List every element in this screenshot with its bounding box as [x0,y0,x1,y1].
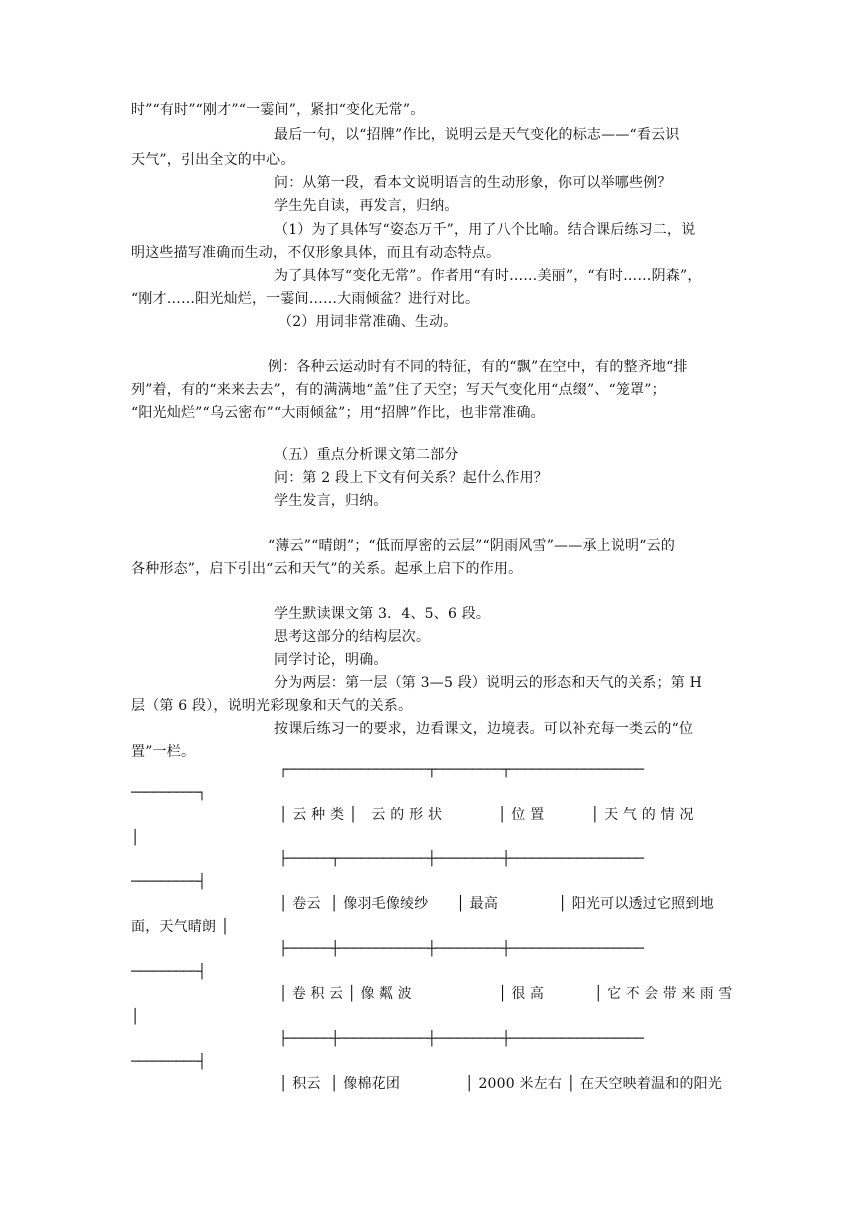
table-border-line: ├──────┬────────────┼─────────┼────────────────── [279,851,644,867]
text-line: 问：从第一段，看本文说明语言的生动形象，你可以举哪些例？ [274,175,672,191]
text-line: “刚才……阳光灿烂，一霎间……大雨倾盆？进行对比。 [131,291,480,307]
text-line: （2）用词非常准确、生动。 [278,314,458,330]
text-line: 学生默读课文第 3．4、5、6 段。 [274,606,491,622]
text-line: 思考这部分的结构层次。 [274,629,431,645]
table-row: │ 积云 │ 像棉花团 │ 2000 米左右 │ 在天空映着温和的阳光 [279,1076,723,1092]
text-line: 时”“有时”“刚才”“一霎间”，紧扣“变化无常”。 [131,102,425,118]
table-border-line: ─────────┤ [131,1054,206,1070]
text-line: 最后一句，以“招牌”作比，说明云是天气变化的标志——“看云识 [274,127,680,143]
table-row: 面，天气晴朗 │ [131,919,230,935]
table-border-line: ├──────┼────────────┼─────────┼────────────────── [279,941,644,957]
text-line: 层（第 6 段），说明光彩现象和天气的关系。 [131,698,413,714]
text-line: 按课后练习一的要求，边看课文，边境表。可以补充每一类云的“位 [274,721,694,737]
table-border-line: ─────────┐ [131,785,206,801]
text-line: “薄云”“晴朗”；“低而厚密的云层”“阴雨风雪”——承上说明“云的 [268,538,676,554]
table-border-line: ├──────┼────────────┼─────────┼────────────────── [279,1031,644,1047]
text-line: 学生发言，归纳。 [274,493,388,509]
text-line: （五）重点分析课文第二部分 [274,447,459,463]
text-line: 学生先自读，再发言，归纳。 [274,198,459,214]
text-line: 各种形态”，启下引出“云和天气”的关系。起承上启下的作用。 [131,561,523,577]
table-row: │ 云 种 类 │ 云 的 形 状 │ 位 置 │ 天 气 的 情 况 [279,807,694,823]
table-row: │ [131,830,140,846]
table-border-line: ─────────┤ [131,964,206,980]
table-row: │ [131,1009,140,1025]
table-row: │ 卷 积 云 │ 像 粼 波 │ 很 高 │ 它 不 会 带 来 雨 雪 [279,986,733,1002]
text-line: 同学讨论，明确。 [274,652,388,668]
text-line: 天气”，引出全文的中心。 [131,152,295,168]
table-border-line: ─────────┤ [131,874,206,890]
table-border-line: ┌───────────────────┬─────────┬────────────────── [279,762,644,778]
table-row: │ 卷云 │ 像羽毛像绫纱 │ 最高 │ 阳光可以透过它照到地 [279,896,714,912]
text-line: 置”一栏。 [131,744,196,760]
text-line: “阳光灿烂”“乌云密布”“大雨倾盆”；用“招牌”作比，也非常准确。 [131,405,545,421]
text-line: 为了具体写“变化无常”。作者用“有时……美丽”，“有时……阴森”， [274,268,702,284]
text-line: 明这些描写准确而生动，不仅形象具体，而且有动态特点。 [131,245,501,261]
text-line: 问：第 2 段上下文有何关系？起什么作用？ [274,470,549,486]
text-line: （1）为了具体写“姿态万千”，用了八个比喻。结合课后练习二，说 [274,222,696,238]
text-line: 列”着，有的“来来去去”，有的满满地“盖”住了天空；写天气变化用“点缀”、“笼罩”； [131,382,666,398]
text-line: 例：各种云运动时有不同的特征，有的“飘”在空中，有的整齐地“排 [268,359,688,375]
text-line: 分为两层：第一层（第 3—5 段）说明云的形态和天气的关系；第 H [274,675,702,691]
